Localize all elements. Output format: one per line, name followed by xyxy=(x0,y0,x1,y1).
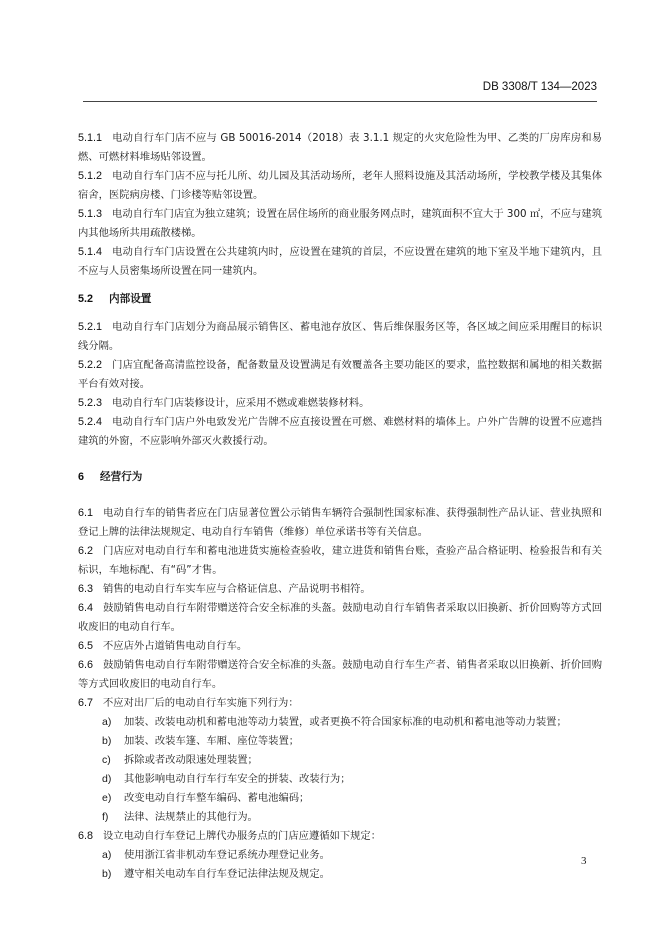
clause-5-1-4: 5.1.4 电动自行车门店设置在公共建筑内时，应设置在建筑的首层，不应设置在建筑的地下室及半地下建筑内，且不应与人员密集场所设置在同一建筑内。 xyxy=(78,246,602,277)
section-heading-5-2: 5.2 内部设置 xyxy=(78,293,152,305)
list-item: b) 加装、改装车篷、车厢、座位等装置； xyxy=(102,735,300,747)
clause-6-7: 6.7 不应对出厂后的电动自行车实施下列行为： xyxy=(78,697,299,709)
list-item: a) 使用浙江省非机动车登记系统办理登记业务。 xyxy=(102,849,330,861)
clause-6-5: 6.5 不应店外占道销售电动自行车。 xyxy=(78,640,248,652)
document-body xyxy=(78,129,602,884)
list-item: f) 法律、法规禁止的其他行为。 xyxy=(102,811,258,823)
list-item: e) 改变电动自行车整车编码、蓄电池编码； xyxy=(102,792,310,804)
list-item: d) 其他影响电动自行车行车安全的拼装、改装行为； xyxy=(102,773,351,785)
clause-5-2-1: 5.2.1 电动自行车门店划分为商品展示销售区、蓄电池存放区、售后维保服务区等，各区域之间应采用醒目的标识线分隔。 xyxy=(78,321,602,352)
list-item: b) 遵守相关电动车自行车登记法律法规及规定。 xyxy=(102,868,330,880)
clause-5-2-4: 5.2.4 电动自行车门店户外电致发光广告牌不应直接设置在可燃、难燃材料的墙体上。户外广告牌的设置不应遮挡建筑的外窗，不应影响外部灭火救援行动。 xyxy=(78,416,602,447)
clause-5-1-1: 5.1.1 电动自行车门店不应与 GB 50016-2014（2018）表 3.1.1 规定的火灾危险性为甲、乙类的厂房库房和易燃、可燃材料堆场贴邻设置。 xyxy=(78,132,602,163)
list-item: c) 拆除或者改动限速处理装置； xyxy=(102,754,258,766)
clause-5-1-2: 5.1.2 电动自行车门店不应与托儿所、幼儿园及其活动场所，老年人照料设施及其活动场所，学校教学楼及其集体宿舍，医院病房楼、门诊楼等贴邻设置。 xyxy=(78,170,602,201)
clause-5-2-3: 5.2.3 电动自行车门店装修设计，应采用不燃或难燃装修材料。 xyxy=(78,397,370,409)
clause-6-1: 6.1 电动自行车的销售者应在门店显著位置公示销售车辆符合强制性国家标准、获得强制性产品认证、营业执照和登记上牌的法律法规规定、电动自行车销售（维修）单位承诺书等有关信息。 xyxy=(78,507,602,538)
clause-6-4: 6.4 鼓励销售电动自行车附带赠送符合安全标准的头盔。鼓励电动自行车销售者采取以旧换新、折价回购等方式回收废旧的电动自行车。 xyxy=(78,602,602,633)
clause-5-1-3: 5.1.3 电动自行车门店宜为独立建筑；设置在居住场所的商业服务网点时，建筑面积不宜大于 300 ㎡，不应与建筑内其他场所共用疏散楼梯。 xyxy=(78,208,602,239)
page-number: 3 xyxy=(581,855,587,867)
clause-6-2: 6.2 门店应对电动自行车和蓄电池进货实施检查验收，建立进货和销售台账，查验产品合格证明、检验报告和有关标识，车地标配、有“码”才售。 xyxy=(78,545,602,576)
chapter-heading-6: 6 经营行为 xyxy=(78,471,143,483)
clause-6-6: 6.6 鼓励销售电动自行车附带赠送符合安全标准的头盔。鼓励电动自行车生产者、销售者采取以旧换新、折价回购等方式回收废旧的电动自行车。 xyxy=(78,659,602,690)
clause-6-3: 6.3 销售的电动自行车实车应与合格证信息、产品说明书相符。 xyxy=(78,583,371,595)
header-divider xyxy=(83,101,597,102)
clause-6-8: 6.8 设立电动自行车登记上牌代办服务点的门店应遵循如下规定： xyxy=(78,830,382,842)
list-item: a) 加装、改装电动机和蓄电池等动力装置，或者更换不符合国家标准的电动机和蓄电池等动力装置； xyxy=(102,716,567,728)
document-id: DB 3308/T 134—2023 xyxy=(482,81,597,93)
clause-5-2-2: 5.2.2 门店宜配备高清监控设备，配备数量及设置满足有效覆盖各主要功能区的要求，监控数据和属地的相关数据平台有效对接。 xyxy=(78,359,602,390)
